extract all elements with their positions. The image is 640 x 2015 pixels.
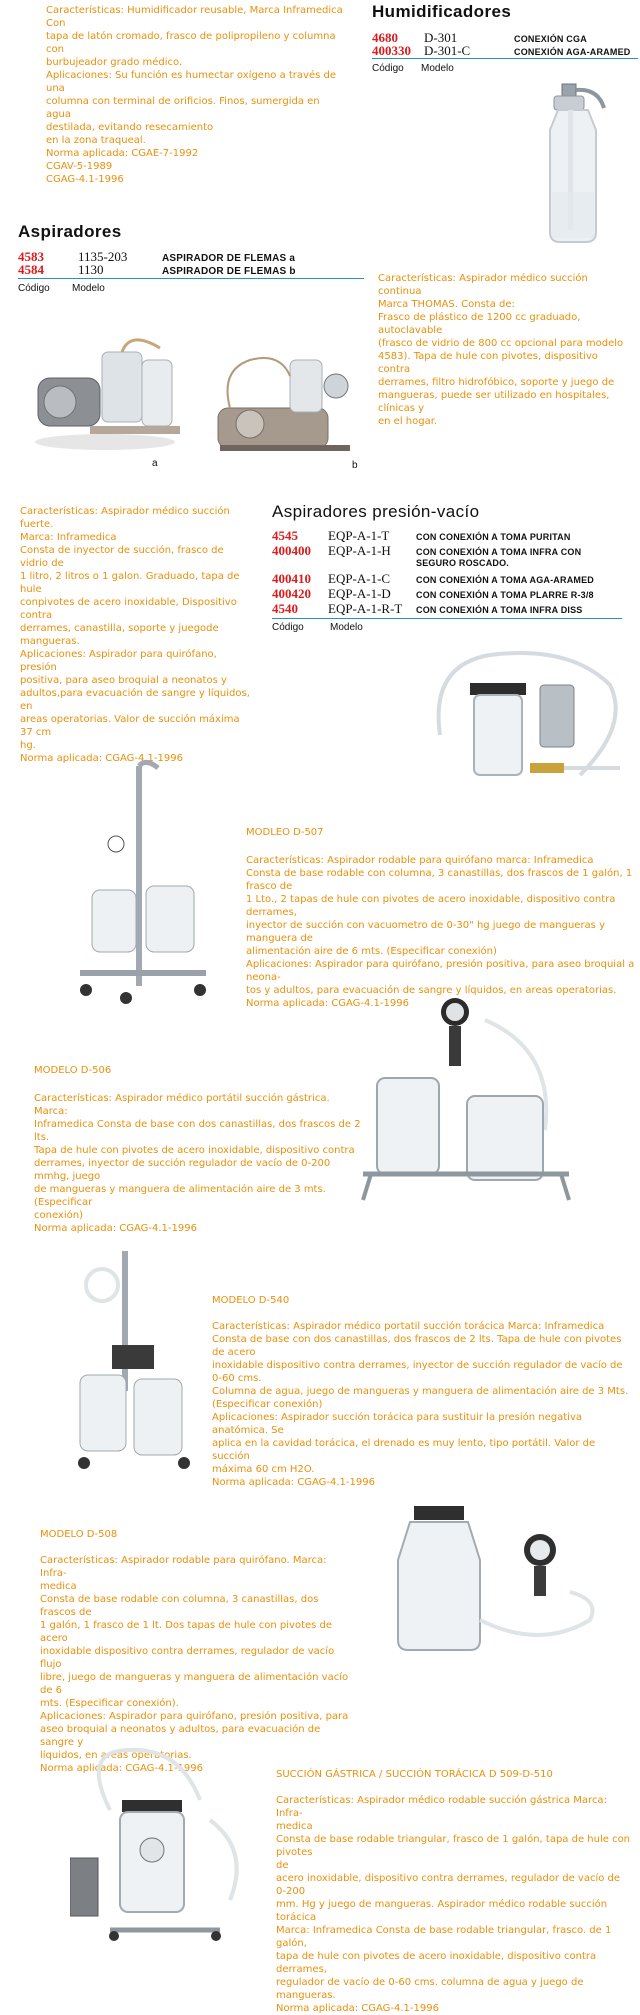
caption-b: b	[352, 460, 358, 471]
description-line: Consta de inyector de succión, frasco de vidrio de	[20, 545, 224, 569]
model-d540-image	[60, 1245, 210, 1475]
product-code: 4545	[272, 528, 298, 543]
description-line: Consta de base rodable triangular, frasco de 1 galón, tapa de hule con pivotes	[276, 1834, 631, 1858]
description-line: Características: Aspirador médico succión continua	[378, 273, 588, 297]
description-line: adultos,para evacuación de sangre y líquidos, en	[20, 688, 250, 712]
description-line: (frasco de vidrio de 800 cc opcional para modelo	[378, 338, 624, 349]
description-line: inoxidable dispositivo contra derrames, regulador de vacío flujo	[40, 1646, 335, 1670]
table-rule	[272, 618, 622, 619]
description-line: Aplicaciones: Aspirador para quirófano, presión positiva, para	[40, 1711, 349, 1722]
product-desc: CON CONEXIÓN A TOMA PURITAN	[416, 532, 571, 542]
description-line: Marca: Inframedica	[20, 532, 117, 543]
aspiradores-title: Aspiradores	[18, 222, 122, 241]
description-line: mts. (Especificar conexión).	[40, 1698, 179, 1709]
header-model: Modelo	[72, 283, 105, 294]
description-line: de mangueras y manguera de alimentación aire de 3 mts. (Especificar	[34, 1184, 326, 1208]
description-line: CGAV-5-1989	[46, 161, 113, 172]
description-line: alimentación aire de 6 mts. (Especificar conexión)	[246, 946, 497, 957]
aspirator-b-image	[210, 350, 360, 460]
description-line: Marca: Inframedica Consta de base rodable triangular, frasco. de 1 galón,	[276, 1925, 612, 1949]
model-d507-title: MODLEO D-507	[246, 827, 324, 838]
model-d507-image	[50, 760, 215, 1010]
description-line: columna con terminal de orificios. Finos, sumergida en agua	[46, 96, 320, 120]
description-line: Características: Aspirador médico rodable succión gástrica Marca: Infra-	[276, 1795, 607, 1819]
product-code: 4540	[272, 601, 298, 616]
description-line: en la zona traqueal.	[46, 135, 146, 146]
description-line: Características: Aspirador médico portátil succión gástrica. Marca:	[34, 1093, 330, 1117]
description-line: areas operatorias. Valor de succión máxima 37 cm	[20, 714, 240, 738]
product-model: EQP-A-1-T	[328, 528, 390, 543]
model-d506-image	[355, 990, 580, 1205]
description-line: CGAG-4.1-1996	[46, 174, 124, 185]
description-line: máxima 60 cm H2O.	[212, 1464, 315, 1475]
table-rule	[18, 278, 364, 279]
description-line: Consta de base rodable con columna, 3 canastillas, dos frascos de	[40, 1594, 319, 1618]
description-line: libre, juego de mangueras y manguera de alimentación vacío de 6	[40, 1672, 349, 1696]
description-line: Inframedica Consta de base con dos canastillas, dos frascos de 2 lts.	[34, 1119, 361, 1143]
product-desc: CONEXIÓN AGA-ARAMED	[514, 47, 631, 57]
description-line: en el hogar.	[378, 416, 438, 427]
presion-vacio-description	[20, 505, 250, 765]
description-line: tapa de latón cromado, frasco de polipropileno y columna con	[46, 31, 336, 55]
product-model: EQP-A-1-C	[328, 571, 391, 586]
product-desc: CON CONEXIÓN A TOMA INFRA CON	[416, 547, 582, 557]
description-line: acero inoxidable, dispositivo contra derrames, regulador de vacío de 0-200	[276, 1873, 621, 1897]
description-line: Norma aplicada: CGAG-4.1-1996	[276, 2003, 439, 2014]
description-line: inyector de succión con vacuometro de 0-30" hg juego de mangueras y manguera de	[246, 920, 605, 944]
product-desc: ASPIRADOR DE FLEMAS a	[162, 253, 296, 264]
description-line: tos y adultos, para evacuación de sangre y líquidos, en areas operatorias.	[246, 985, 617, 996]
description-line: Consta de base con dos canastillas, dos frascos de 2 lts. Tapa de hule con pivotes de acero	[212, 1334, 622, 1358]
description-line: tapa de hule con pivotes de acero inoxidable, dispositivo contra derrames,	[276, 1951, 597, 1975]
description-line: mangueras.	[20, 636, 80, 647]
product-model: EQP-A-1-D	[328, 586, 391, 601]
description-line: inoxidable dispositivo contra derrames, inyector de succión regulador de vacío de 0-60 cms.	[212, 1360, 623, 1384]
description-line: Consta de base rodable con columna, 3 canastillas, dos frascos de 1 galón, 1 frasco de	[246, 868, 633, 892]
product-model: 1135-203	[78, 249, 128, 264]
description-line: Marca THOMAS. Consta de:	[378, 299, 515, 310]
description-line: Norma aplicada: CGAG-4.1-1996	[20, 753, 183, 764]
description-line: Norma aplicada: CGAG-4.1-1996	[34, 1223, 197, 1234]
product-code: 400400	[272, 543, 311, 558]
description-line: Características: Aspirador rodable para quirófano. Marca: Infra-	[40, 1555, 327, 1579]
description-line: Características: Aspirador rodable para quirófano marca: Inframedica	[246, 855, 594, 866]
description-line: Aplicaciones: Aspirador succión torácica para sustituir la presión negativa anatómica. Se	[212, 1412, 582, 1436]
header-model: Modelo	[330, 622, 363, 633]
model-d540-description	[212, 1320, 632, 1489]
description-line: 1 Lto., 2 tapas de hule con pivotes de acero inoxidable, dispositivo contra derrames,	[246, 894, 616, 918]
product-code: 400410	[272, 571, 311, 586]
description-line: mm. Hg y juego de mangueras. Aspirador médico rodable succión torácica	[276, 1899, 608, 1923]
description-line: Norma aplicada: CGAG-4.1-1996	[212, 1477, 375, 1488]
description-line: Aplicaciones: Aspirador para quirófano, presión positiva, para aseo broquial a neona-	[246, 959, 635, 983]
description-line: Frasco de plástico de 1200 cc graduado, autoclavable	[378, 312, 581, 336]
description-line: Características: Aspirador médico portatil succión torácica Marca: Inframedica	[212, 1321, 605, 1332]
description-line: conpivotes de acero inoxidable, Dispositivo contra	[20, 597, 237, 621]
description-line: medica	[276, 1821, 313, 1832]
header-model: Modelo	[421, 63, 454, 74]
product-code: 4584	[18, 262, 44, 277]
description-line: Aplicaciones: Aspirador para quirófano, presión	[20, 649, 217, 673]
product-model: EQP-A-1-H	[328, 543, 391, 558]
presion-vacio-title: Aspiradores presión-vacío	[272, 502, 480, 521]
model-d509-description	[276, 1794, 631, 2015]
description-line: Norma aplicada: CGAG-4.1-1996	[40, 1763, 203, 1774]
product-model: D-301	[424, 30, 458, 45]
description-line: hg.	[20, 740, 36, 751]
humidificadores-title: Humidificadores	[372, 2, 512, 21]
product-code: 4680	[372, 30, 398, 45]
model-d507-description	[246, 854, 636, 1010]
description-line: Aplicaciones: Su función es humectar oxígeno a través de una	[46, 70, 336, 94]
description-line: Columna de agua, juego de mangueras y manguera de alimentación aire de 3 Mts.	[212, 1386, 629, 1397]
model-d509-image	[70, 1740, 250, 1945]
product-model: EQP-A-1-R-T	[328, 601, 403, 616]
header-code: Código	[272, 622, 304, 633]
product-desc: CONEXIÓN CGA	[514, 34, 587, 44]
description-line: mangueras, puede ser utilizado en hospitales, clínicas y	[378, 390, 610, 414]
product-desc: CON CONEXIÓN A TOMA AGA-ARAMED	[416, 575, 594, 585]
description-line: (Especificar conexión)	[212, 1399, 323, 1410]
aspiradores-table	[18, 249, 358, 275]
product-model: 1130	[78, 262, 104, 277]
model-d506-title: MODELO D-506	[34, 1065, 112, 1076]
description-line: derrames, filtro hidrofóbico, soporte y juego de	[378, 377, 615, 388]
description-line: de	[276, 1860, 289, 1871]
product-desc: CON CONEXIÓN A TOMA PLARRE R-3/8	[416, 590, 594, 600]
description-line: 4583). Tapa de hule con pivotes, dispositivo contra	[378, 351, 598, 375]
description-line: 1 galón, 1 frasco de 1 lt. Dos tapas de hule con pivotes de acero	[40, 1620, 333, 1644]
description-line: medica	[40, 1581, 77, 1592]
description-line: aseo broquial a neonatos y adultos, para evacuación de sangre y	[40, 1724, 321, 1748]
description-line: derrames, canastilla, soporte y juegode	[20, 623, 219, 634]
model-d540-title: MODELO D-540	[212, 1295, 290, 1306]
description-line: Norma aplicada: CGAE-7-1992	[46, 148, 199, 159]
description-line: burbujeador grado médico.	[46, 57, 183, 68]
pressure-vacuum-aspirator-image	[430, 645, 630, 795]
product-model: D-301-C	[424, 43, 471, 58]
humidifier-bottle-image	[540, 82, 620, 247]
description-line: líquidos, en areas operatorias.	[40, 1750, 192, 1761]
product-code: 4583	[18, 249, 44, 264]
product-code: 400330	[372, 43, 411, 58]
description-line: derrames, inyector de succión regulador de vacío de 0-200 mmhg, juego	[34, 1158, 331, 1182]
product-desc-cont: SEGURO ROSCADO.	[416, 558, 510, 568]
aspiradores-description	[378, 272, 633, 428]
description-line: Características: Aspirador médico succión fuerte.	[20, 506, 230, 530]
header-code: Código	[18, 283, 50, 294]
model-d508-title: MODELO D-508	[40, 1529, 118, 1540]
model-d506-description	[34, 1092, 364, 1235]
humidificadores-table	[372, 30, 637, 56]
product-desc: CON CONEXIÓN A TOMA INFRA DISS	[416, 605, 583, 615]
model-d509-title: SUCCIÓN GÁSTRICA / SUCCIÓN TORÁCICA D 509-D-510	[276, 1769, 553, 1780]
description-line: regulador de vacío de 0-60 cms. columna de agua y juego de mangueras.	[276, 1977, 584, 2001]
presion-vacio-table	[272, 528, 632, 616]
description-line: Norma aplicada: CGAG-4.1-1996	[246, 998, 409, 1009]
description-line: Características: Humidificador reusable, Marca Inframedica Con	[46, 5, 343, 29]
description-line: destilada, evitando resecamiento	[46, 122, 214, 133]
model-d508-image	[370, 1500, 600, 1665]
caption-a: a	[152, 458, 158, 469]
description-line: 1 litro, 2 litros o 1 galon. Graduado, tapa de hule	[20, 571, 240, 595]
humidificador-description	[46, 4, 346, 186]
description-line: positiva, para aseo broquial a neonatos y	[20, 675, 227, 686]
description-line: conexión)	[34, 1210, 83, 1221]
header-code: Código	[372, 63, 404, 74]
description-line: Tapa de hule con pivotes de acero inoxidable, dispositivo contra	[34, 1145, 355, 1156]
product-code: 400420	[272, 586, 311, 601]
aspirator-a-image	[30, 330, 180, 455]
product-desc: ASPIRADOR DE FLEMAS b	[162, 266, 296, 277]
table-rule	[372, 58, 638, 59]
description-line: aplica en la cavidad torácica, el drenado es muy lento, tipo portátil. Valor de succión	[212, 1438, 596, 1462]
